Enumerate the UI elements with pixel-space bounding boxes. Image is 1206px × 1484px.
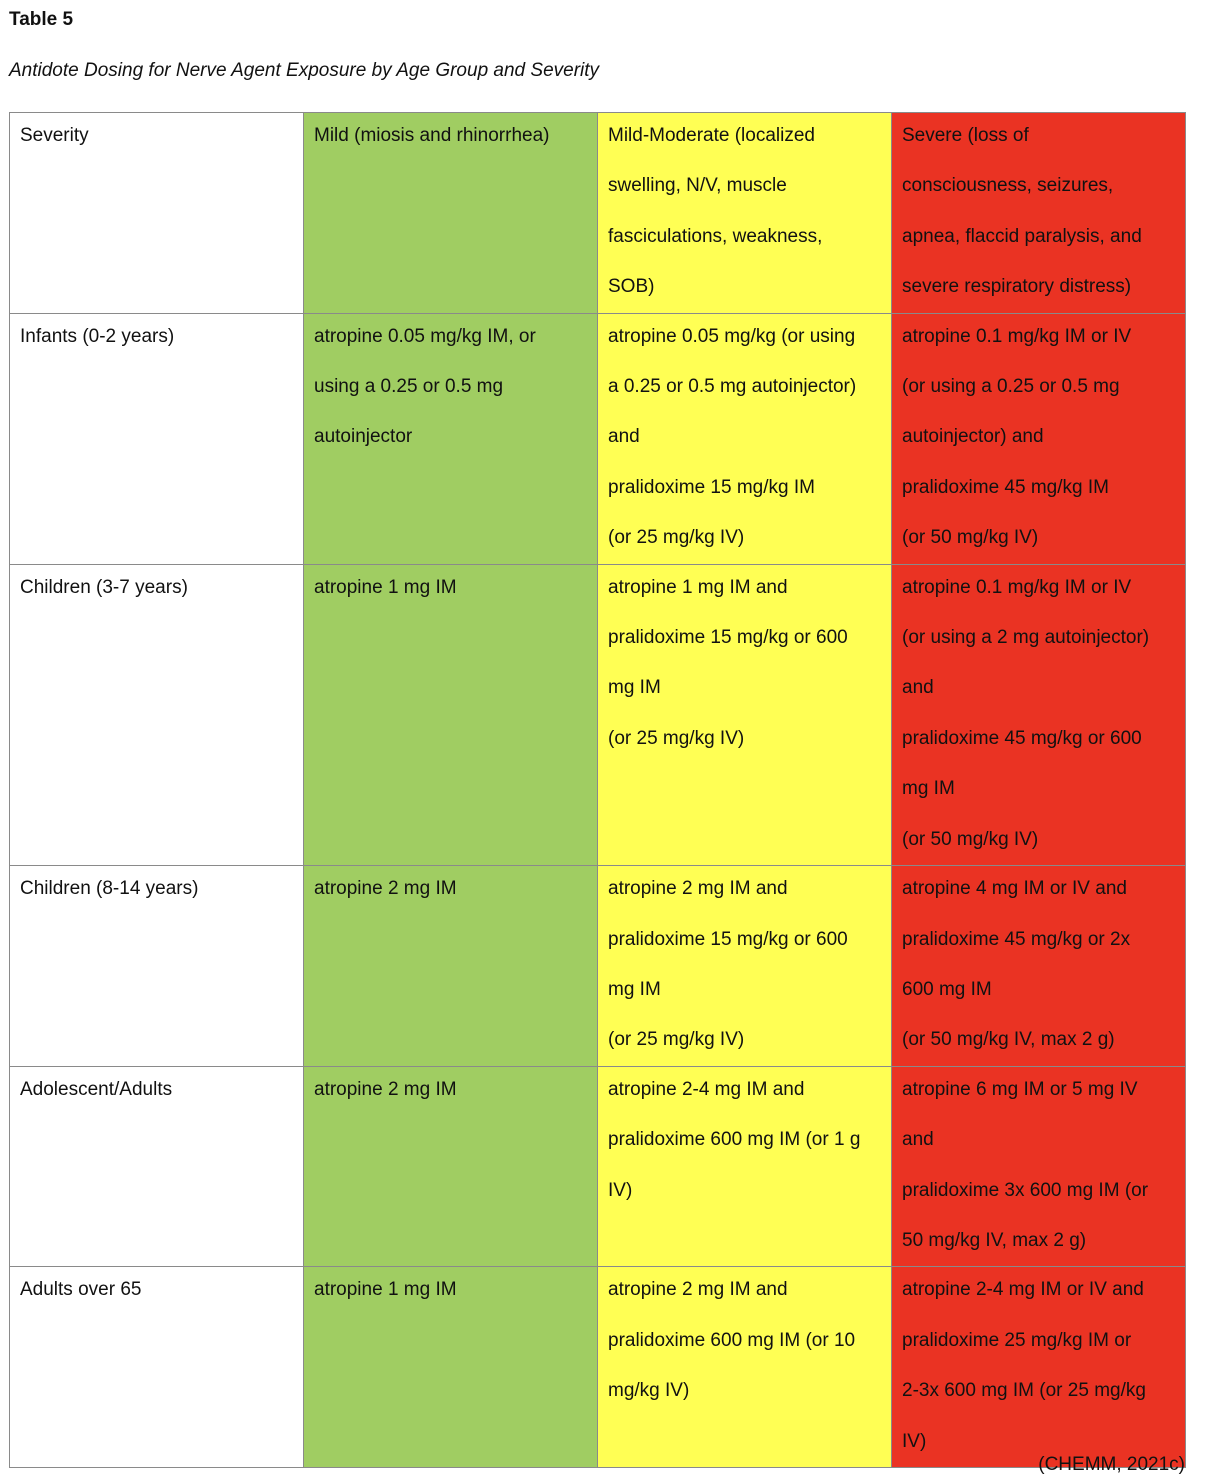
cell-text-line: pralidoxime 45 mg/kg or 2x [902,928,1131,950]
mild-dose-cell [304,313,598,564]
cell-text-line: using a 0.25 or 0.5 mg [314,376,504,398]
table-label: Table 5 [9,9,74,30]
cell-text-line: Children (3-7 years) [20,576,188,598]
cell-text-line: autoinjector) and [902,426,1044,448]
cell-text-line: atropine 2-4 mg IM and [608,1078,805,1100]
cell-text-line: (or using a 0.25 or 0.5 mg [902,376,1120,398]
mild-moderate-dose-cell [598,313,892,564]
antidote-dosing-table [9,112,1186,1468]
cell-text-line: severe respiratory distress) [902,276,1132,298]
age-group-cell [10,1066,304,1267]
cell-text-line: fasciculations, weakness, [608,225,823,247]
cell-text-line: atropine 2 mg IM and [608,1279,788,1301]
cell-text-line: (or 50 mg/kg IV) [902,828,1039,850]
cell-text-line: IV) [608,1179,633,1201]
cell-text-line: SOB) [608,276,655,298]
cell-text-line: mg/kg IV) [608,1380,690,1402]
cell-text-line: and [608,426,640,448]
cell-text-line: mg IM [902,778,955,800]
cell-text-line: Mild (miosis and rhinorrhea) [314,125,550,146]
cell-text-line: atropine 2 mg IM [314,1078,457,1100]
severe-dose-cell [892,1066,1186,1267]
cell-text-line: Adolescent/Adults [20,1078,173,1100]
cell-text-line: Mild-Moderate (localized [608,125,815,146]
mild-moderate-dose-cell [598,1267,892,1468]
cell-text-line: consciousness, seizures, [902,175,1114,197]
header-severity [10,113,304,314]
cell-text-line: atropine 1 mg IM [314,576,457,598]
cell-text-line: apnea, flaccid paralysis, and [902,225,1142,247]
mild-moderate-dose-cell [598,1066,892,1267]
table-row [10,1267,1186,1468]
cell-text-line: 50 mg/kg IV, max 2 g) [902,1229,1087,1251]
mild-moderate-dose-cell [598,866,892,1067]
mild-dose-cell [304,564,598,865]
mild-moderate-dose-cell [598,564,892,865]
table-row [10,564,1186,865]
table-row [10,866,1186,1067]
cell-text-line: pralidoxime 25 mg/kg IM or [902,1329,1132,1351]
cell-text-line: Infants (0-2 years) [20,325,175,347]
table-row [10,313,1186,564]
cell-text-line: pralidoxime 600 mg IM (or 10 [608,1329,856,1351]
cell-text-line: mg IM [608,978,661,1000]
source-citation: (CHEMM, 2021c) [1038,1454,1185,1475]
cell-text-line: Severity [20,125,89,146]
cell-text-line: atropine 1 mg IM [314,1279,457,1301]
cell-text-line: atropine 1 mg IM and [608,576,788,598]
age-group-cell [10,313,304,564]
header-mild-moderate [598,113,892,314]
mild-dose-cell [304,1267,598,1468]
cell-text-line: 2-3x 600 mg IM (or 25 mg/kg [902,1380,1146,1402]
cell-text-line: atropine 2 mg IM and [608,878,788,900]
cell-text-line: (or 50 mg/kg IV, max 2 g) [902,1029,1115,1051]
cell-text-line: pralidoxime 600 mg IM (or 1 g [608,1129,861,1151]
cell-text-line: pralidoxime 45 mg/kg or 600 [902,727,1142,749]
header-row [10,113,1186,314]
cell-text-line: a 0.25 or 0.5 mg autoinjector) [608,376,857,398]
cell-text-line: 600 mg IM [902,978,992,1000]
cell-text-line: pralidoxime 15 mg/kg or 600 [608,627,848,649]
severe-dose-cell [892,564,1186,865]
cell-text-line: swelling, N/V, muscle [608,175,787,197]
cell-text-line: Severe (loss of [902,125,1029,146]
cell-text-line: (or using a 2 mg autoinjector) [902,627,1150,649]
cell-text-line: atropine 0.05 mg/kg IM, or [314,325,536,347]
cell-text-line: pralidoxime 15 mg/kg IM [608,476,815,498]
header-severe [892,113,1186,314]
age-group-cell [10,866,304,1067]
cell-text-line: atropine 0.1 mg/kg IM or IV [902,576,1132,598]
cell-text-line: (or 25 mg/kg IV) [608,727,745,749]
severe-dose-cell [892,1267,1186,1468]
cell-text-line: (or 50 mg/kg IV) [902,527,1039,549]
cell-text-line: atropine 0.1 mg/kg IM or IV [902,325,1132,347]
cell-text-line: autoinjector [314,426,413,448]
cell-text-line: pralidoxime 15 mg/kg or 600 [608,928,848,950]
age-group-cell [10,564,304,865]
table-row [10,1066,1186,1267]
cell-text-line: atropine 6 mg IM or 5 mg IV [902,1078,1138,1100]
severe-dose-cell [892,313,1186,564]
cell-text-line: (or 25 mg/kg IV) [608,1029,745,1051]
mild-dose-cell [304,1066,598,1267]
cell-text-line: Children (8-14 years) [20,878,199,900]
mild-dose-cell [304,866,598,1067]
cell-text-line: and [902,677,934,699]
age-group-cell [10,1267,304,1468]
cell-text-line: atropine 4 mg IM or IV and [902,878,1127,900]
cell-text-line: atropine 0.05 mg/kg (or using [608,325,856,347]
table-caption: Antidote Dosing for Nerve Agent Exposure by Age Group and Severity [9,60,600,81]
severe-dose-cell [892,866,1186,1067]
cell-text-line: and [902,1129,934,1151]
cell-text-line: pralidoxime 3x 600 mg IM (or [902,1179,1149,1201]
cell-text-line: atropine 2-4 mg IM or IV and [902,1279,1144,1301]
cell-text-line: (or 25 mg/kg IV) [608,527,745,549]
header-mild [304,113,598,314]
cell-text-line: Adults over 65 [20,1279,142,1301]
cell-text-line: atropine 2 mg IM [314,878,457,900]
cell-text-line: IV) [902,1430,927,1452]
cell-text-line: pralidoxime 45 mg/kg IM [902,476,1109,498]
cell-text-line: mg IM [608,677,661,699]
